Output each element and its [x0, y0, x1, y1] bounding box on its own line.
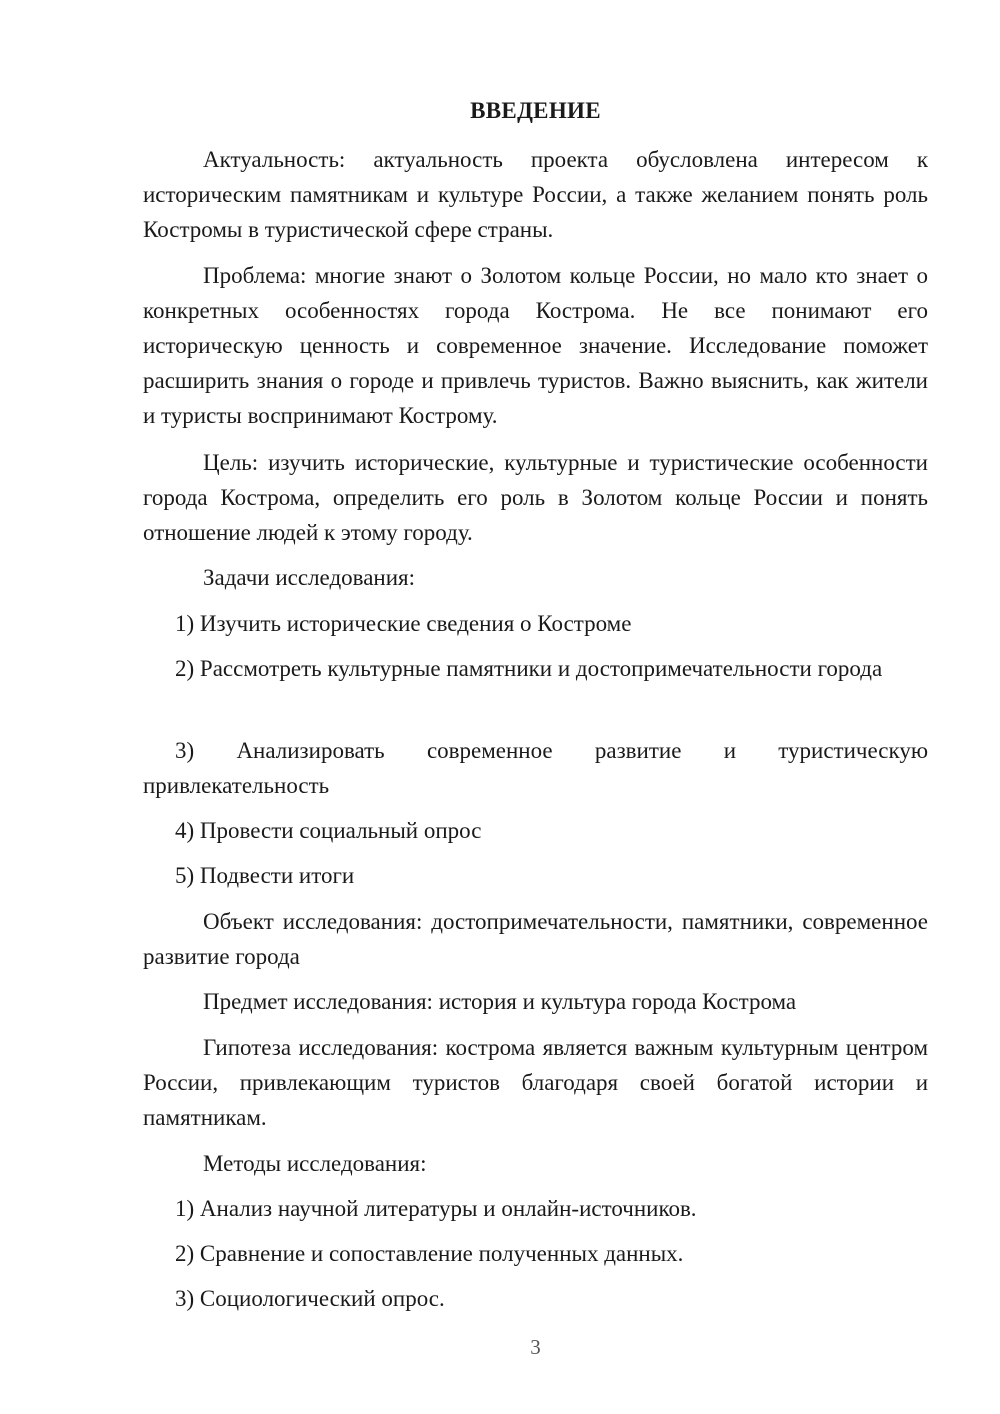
list-item-task-1: 1) Изучить исторические сведения о Костроме	[175, 611, 632, 636]
list-item-task-5: 5) Подвести итоги	[175, 863, 355, 888]
list-item-task-2: 2) Рассмотреть культурные памятники и достопримечательности города	[175, 656, 883, 681]
list-item-task-3: 3) Анализировать современное развитие и туристическую привлекательность	[143, 738, 928, 798]
list-item-method-2: 2) Сравнение и сопоставление полученных данных.	[175, 1241, 684, 1266]
paragraph-subject: Предмет исследования: история и культура города Кострома	[203, 989, 797, 1014]
paragraph-tasks-heading: Задачи исследования:	[203, 565, 416, 590]
paragraph-goal: Цель: изучить исторические, культурные и туристические особенности города Кострома, определить его роль в Золотом кольце России и понять отношение людей к этому городу.	[143, 450, 928, 545]
paragraph-object: Объект исследования: достопримечательности, памятники, современное развитие города	[143, 909, 928, 969]
list-item-task-4: 4) Провести социальный опрос	[175, 818, 482, 843]
section-heading: ВВЕДЕНИЕ	[470, 98, 601, 123]
list-item-method-1: 1) Анализ научной литературы и онлайн-источников.	[175, 1196, 697, 1221]
document-page	[143, 0, 928, 1414]
paragraph-relevance: Актуальность: актуальность проекта обусловлена интересом к историческим памятникам и культуре России, а также желанием понять роль Костромы в туристической сфере страны.	[143, 147, 928, 242]
paragraph-problem: Проблема: многие знают о Золотом кольце России, но мало кто знает о конкретных особенностях города Кострома. Не все понимают его историческую ценность и современное значение. Исследование поможет расширить знания о городе и привлечь туристов. Важно выяснить, как жители и туристы воспринимают Кострому.	[143, 263, 928, 428]
paragraph-methods-heading: Методы исследования:	[203, 1151, 427, 1176]
page-number: 3	[530, 1335, 541, 1359]
paragraph-hypothesis: Гипотеза исследования: кострома является важным культурным центром России, привлекающим туристов благодаря своей богатой истории и памятникам.	[143, 1035, 928, 1130]
list-item-method-3: 3) Социологический опрос.	[175, 1286, 445, 1311]
